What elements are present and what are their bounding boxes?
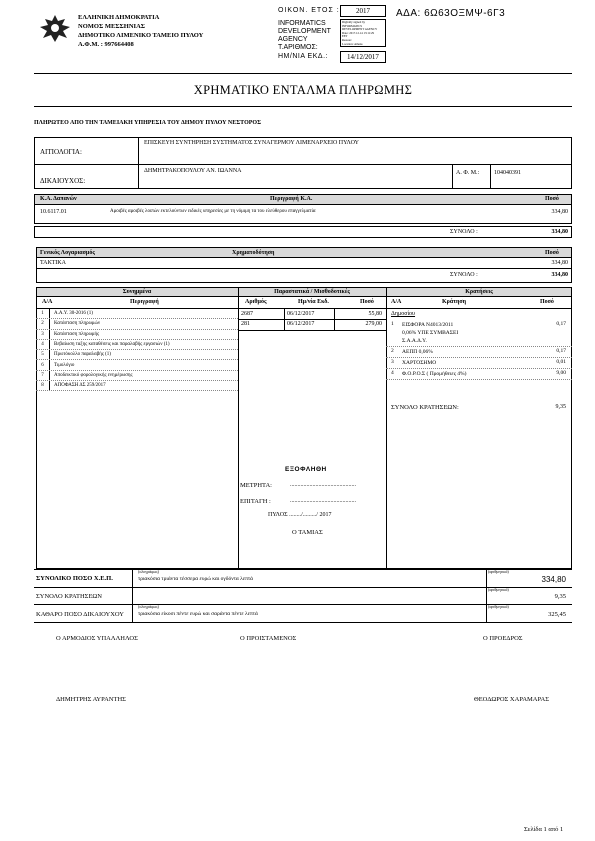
signature-head-title: Ο ΠΡΟΙΣΤΑΜΕΝΟΣ — [240, 635, 297, 642]
payee-afm-label: Α. Φ. Μ.: — [456, 170, 480, 176]
issue-date-value: 14/12/2017 — [340, 51, 386, 63]
deduction-amount: 0,17 — [556, 321, 566, 327]
stamp-line: INFORMATICS DEVELOPMENT AGENCY — [342, 23, 378, 32]
deduction-name — [400, 359, 532, 367]
deductions-total-value: 9,35 — [555, 404, 566, 410]
invoice-row-number: 281 — [241, 321, 250, 327]
deductions-summary-value: 9,35 — [554, 593, 566, 600]
deduction-name — [400, 348, 532, 356]
emblem-icon — [38, 13, 72, 43]
attached-item-text: ΑΠΟΦΑΣΗ ΔΣ 259/2017 — [54, 383, 106, 389]
ka-header-desc: Περιγραφή Κ.Α. — [270, 196, 313, 202]
stamp-line: Digitally signed by — [342, 20, 365, 24]
signature-officer-title: Ο ΑΡΜΟΔΙΟΣ ΥΠΑΛΛΗΛΟΣ — [56, 635, 138, 642]
deductions-section: Δημοσίου — [391, 311, 416, 317]
attached-item — [36, 319, 238, 329]
invoices-col-number: Αριθμός — [245, 299, 267, 305]
deductions-summary-label: ΣΥΝΟΛΟ ΚΡΑΤΗΣΕΩΝ — [36, 593, 102, 600]
attached-item-number: 1 — [36, 309, 50, 318]
clearance-place-date: ΠΥΛΟΣ ......../........./ 2017 — [268, 512, 332, 518]
deduction-row — [386, 358, 572, 369]
clearance-title: ΕΞΟΦΛΗΘΗ — [285, 466, 327, 473]
deductions-col-name: Κράτηση — [442, 299, 467, 305]
ka-header-amount: Ποσό — [545, 196, 559, 202]
attached-item-text: Βεβαίωση ταξης καταθέσεις και παραλαβής εργασιών (1) — [54, 342, 170, 348]
stamp-line: Location: Athens — [342, 41, 363, 46]
account-header-amount: Ποσό — [545, 250, 559, 256]
org-line: ΔΗΜΟΤΙΚΟ ΛΙΜΕΝΙΚΟ ΤΑΜΕΙΟ ΠΥΛΟΥ — [78, 32, 204, 39]
deduction-amount: 0,17 — [556, 348, 566, 354]
ada-code: ΑΔΑ: 6Ω63ΟΞΜΨ-6Γ3 — [396, 8, 506, 19]
ka-row-desc: Αμοιβές αμοιβές λοιπών εκτελούντων ειδικές υπηρεσίες με τη νόμιμη τα του ελεύθερου επαγγελματία — [110, 209, 316, 214]
attached-item-number: 4 — [36, 340, 50, 349]
clearance-check-label: ΕΠΙΤΑΓΗ : — [240, 498, 271, 505]
account-row-general: ΤΑΚΤΙΚΑ — [40, 260, 66, 266]
account-total-label: ΣΥΝΟΛΟ : — [450, 272, 478, 278]
gross-value: 334,80 — [541, 575, 566, 584]
account-header-funding: Χρηματοδότηση — [232, 250, 275, 256]
deduction-number: 3 — [391, 359, 394, 365]
deduction-row — [386, 320, 572, 347]
deductions-title: Κρατήσεις — [465, 289, 493, 295]
clearance-cash-label: ΜΕΤΡΗΤΑ: — [240, 482, 272, 489]
deduction-name — [400, 370, 532, 378]
deduction-amount: 9,00 — [556, 370, 566, 376]
ka-row-amount: 334,80 — [551, 209, 568, 215]
attached-item — [36, 350, 238, 360]
deduction-name — [400, 321, 532, 345]
deduction-row — [386, 347, 572, 358]
signature-president-name: ΘΕΟΔΩΡΟΣ ΧΑΡΑΜΑΡΑΣ — [474, 696, 550, 703]
stamp-line: Reason: — [342, 37, 352, 42]
payee-label: ΔΙΚΑΙΟΥΧΟΣ: — [40, 177, 86, 185]
attached-list — [36, 309, 238, 391]
page-title: ΧΡΗΜΑΤΙΚΟ ΕΝΤΑΛΜΑ ΠΛΗΡΩΜΗΣ — [193, 83, 413, 97]
deductions-col-aa: Α/Α — [391, 299, 402, 305]
net-words: τριακόσια είκοσι πέντε ευρώ και σαράντα πέντε λεπτά — [138, 611, 258, 617]
org-line: ΕΛΛΗΝΙΚΗ ΔΗΜΟΚΡΑΤΙΑ — [78, 14, 160, 21]
gross-words: τριακόσια τριάντα τέσσερα ευρώ και ογδόντα λεπτά — [138, 576, 254, 582]
invoice-row-date: 06/12/2017 — [287, 321, 315, 327]
attached-title: Συνημμένα — [122, 289, 152, 295]
ka-total-box — [34, 226, 572, 238]
attached-item-text: Κατάσταση πληρωμών — [54, 321, 101, 327]
gross-num-tag: (αριθμητικά) — [488, 569, 509, 574]
deduction-name-line: ΧΑΡΤΟΣΗΜΟ — [402, 360, 437, 366]
attached-item — [36, 309, 238, 319]
signature-officer-name: ΔΗΜΗΤΡΗΣ ΑΥΡΑΝΤΗΣ — [56, 696, 126, 703]
deduction-name-line: ΕΙΣΦΟΡΑ Ν4013/2011 — [402, 322, 454, 328]
ded-num-tag: (αριθμητικά) — [488, 587, 509, 592]
invoice-row-amount: 55,80 — [368, 311, 382, 317]
org-line: ΝΟΜΟΣ ΜΕΣΣΗΝΙΑΣ — [78, 23, 146, 30]
stamp-line: EET — [342, 34, 348, 39]
attached-item-number: 3 — [36, 330, 50, 339]
page-number: Σελίδα 1 από 1 — [524, 826, 564, 833]
attached-item-text: Αποδεικτικό φορολογικής ενημέρωσης — [54, 372, 133, 378]
account-header-general: Γενικός Λογαριασμός — [40, 250, 95, 256]
payee-afm-value: 104040391 — [494, 170, 521, 176]
stamp-label — [278, 20, 340, 52]
attached-item — [36, 360, 238, 370]
clearance-check-line: ............................................ — [290, 498, 356, 504]
net-label: ΚΑΘΑΡΟ ΠΟΣΟ ΔΙΚΑΙΟΥΧΟΥ — [36, 611, 124, 618]
deduction-row — [386, 369, 572, 380]
deduction-number: 4 — [391, 370, 394, 376]
attached-item-number: 8 — [36, 381, 50, 390]
deduction-amount: 0,01 — [556, 359, 566, 365]
stamp-agency: INFORMATICS DEVELOPMENT AGENCY — [278, 20, 331, 43]
deduction-name-line: 0,06% ΥΠΕ ΣΥΜΒΑΣΕΙ — [402, 330, 459, 336]
stamp-line: Date: 2017.12.14 13:11:29 — [342, 30, 375, 35]
digital-signature-stamp — [340, 19, 386, 47]
reason-label: ΑΙΤΙΟΛΟΓΙΑ: — [40, 148, 82, 156]
attached-col-desc: Περιγραφή — [130, 299, 159, 305]
deduction-name-line: Φ.Ο.Ρ.Ο.Σ ( Προμήθειες 4%) — [402, 371, 467, 377]
attached-item-number: 7 — [36, 371, 50, 380]
ka-row-code: 10.6117.01 — [40, 209, 67, 215]
deductions-list — [386, 320, 572, 380]
net-words-tag: (ολογράφως) — [138, 604, 159, 609]
invoice-row-amount: 279,00 — [365, 321, 382, 327]
deductions-total-label: ΣΥΝΟΛΟ ΚΡΑΤΗΣΕΩΝ: — [391, 404, 459, 411]
clearance-cashier: Ο ΤΑΜΙΑΣ — [292, 529, 323, 536]
attached-item — [36, 340, 238, 350]
attached-item-text: Κατάσταση πληρωμής — [54, 331, 100, 337]
invoice-row-date: 06/12/2017 — [287, 311, 315, 317]
attached-item — [36, 330, 238, 340]
invoices-col-amount: Ποσό — [360, 299, 374, 305]
attached-item-number: 2 — [36, 319, 50, 328]
issue-date-label: ΗΜ/ΝΙΑ ΕΚΔ.: — [278, 53, 328, 60]
organization-block — [78, 13, 203, 49]
gross-label: ΣΥΝΟΛΙΚΟ ΠΟΣΟ Χ.Ε.Π. — [36, 575, 113, 582]
deduction-name-line: Σ.Α.Α.Δ.Υ. — [402, 338, 427, 344]
ka-total-label: ΣΥΝΟΛΟ : — [450, 229, 478, 235]
signature-president-title: Ο ΠΡΟΕΔΡΟΣ — [483, 635, 523, 642]
attached-item — [36, 371, 238, 381]
invoice-row-number: 2687 — [241, 311, 253, 317]
ka-header-code: Κ.Α. Δαπανών — [40, 196, 77, 202]
account-total-value: 334,80 — [551, 272, 568, 278]
deduction-number: 1 — [391, 321, 394, 327]
invoices-title: Παραστατικά / Μισθοδοτικές — [274, 289, 350, 295]
attached-item-number: 5 — [36, 350, 50, 359]
gross-words-tag: (ολογράφως) — [138, 569, 159, 574]
attached-item-number: 6 — [36, 360, 50, 369]
account-row-amount: 334,80 — [551, 260, 568, 266]
org-afm: Α.Φ.Μ. : 997664408 — [78, 41, 134, 48]
net-value: 325,45 — [548, 611, 566, 618]
attached-item-text: Πρωτόκολλο παραλαβής (1) — [54, 352, 111, 358]
payee-value: ΔΗΜΗΤΡΑΚΟΠΟΥΛΟΥ ΑΝ. ΙΩΑΝΝΑ — [144, 168, 242, 174]
attached-col-aa: Α/Α — [42, 299, 53, 305]
attached-item — [36, 381, 238, 391]
invoices-col-date: Ημ/νία Εκδ. — [298, 299, 329, 305]
deductions-col-amount: Ποσό — [540, 299, 554, 305]
fiscal-year-label: ΟΙΚΟΝ. ΕΤΟΣ : — [278, 7, 340, 14]
fiscal-year-value: 2017 — [340, 5, 386, 17]
net-num-tag: (αριθμητικά) — [488, 604, 509, 609]
deduction-number: 2 — [391, 348, 394, 354]
clearance-cash-line: ............................................ — [290, 482, 356, 488]
ka-total-value: 334,80 — [551, 229, 568, 235]
attached-item-text: Τιμολόγιο — [54, 362, 75, 368]
attached-item-text: Α.Α.Υ. 30-2016 (1) — [54, 311, 93, 317]
reason-value: ΕΠΙΣΚΕΥΗ ΣΥΝΤΗΡΗΣΗ ΣΥΣΤΗΜΑΤΟΣ ΣΥΝΑΓΕΡΜΟΥ ΛΙΜΕΝΑΡΧΕΙΟ ΠΥΛΟΥ — [144, 140, 359, 146]
payable-from: ΠΛΗΡΩΤΕΟ ΑΠΟ ΤΗΝ ΤΑΜΕΙΑΚΗ ΥΠΗΡΕΣΙΑ ΤΟΥ ΔΗΜΟΥ ΠΥΛΟΥ ΝΕΣΤΟΡΟΣ — [34, 120, 261, 126]
stamp-number-label: Τ.ΑΡΙΘΜΟΣ: — [278, 44, 318, 51]
deduction-name-line: ΑΕΠΠ 0,06% — [402, 349, 433, 355]
